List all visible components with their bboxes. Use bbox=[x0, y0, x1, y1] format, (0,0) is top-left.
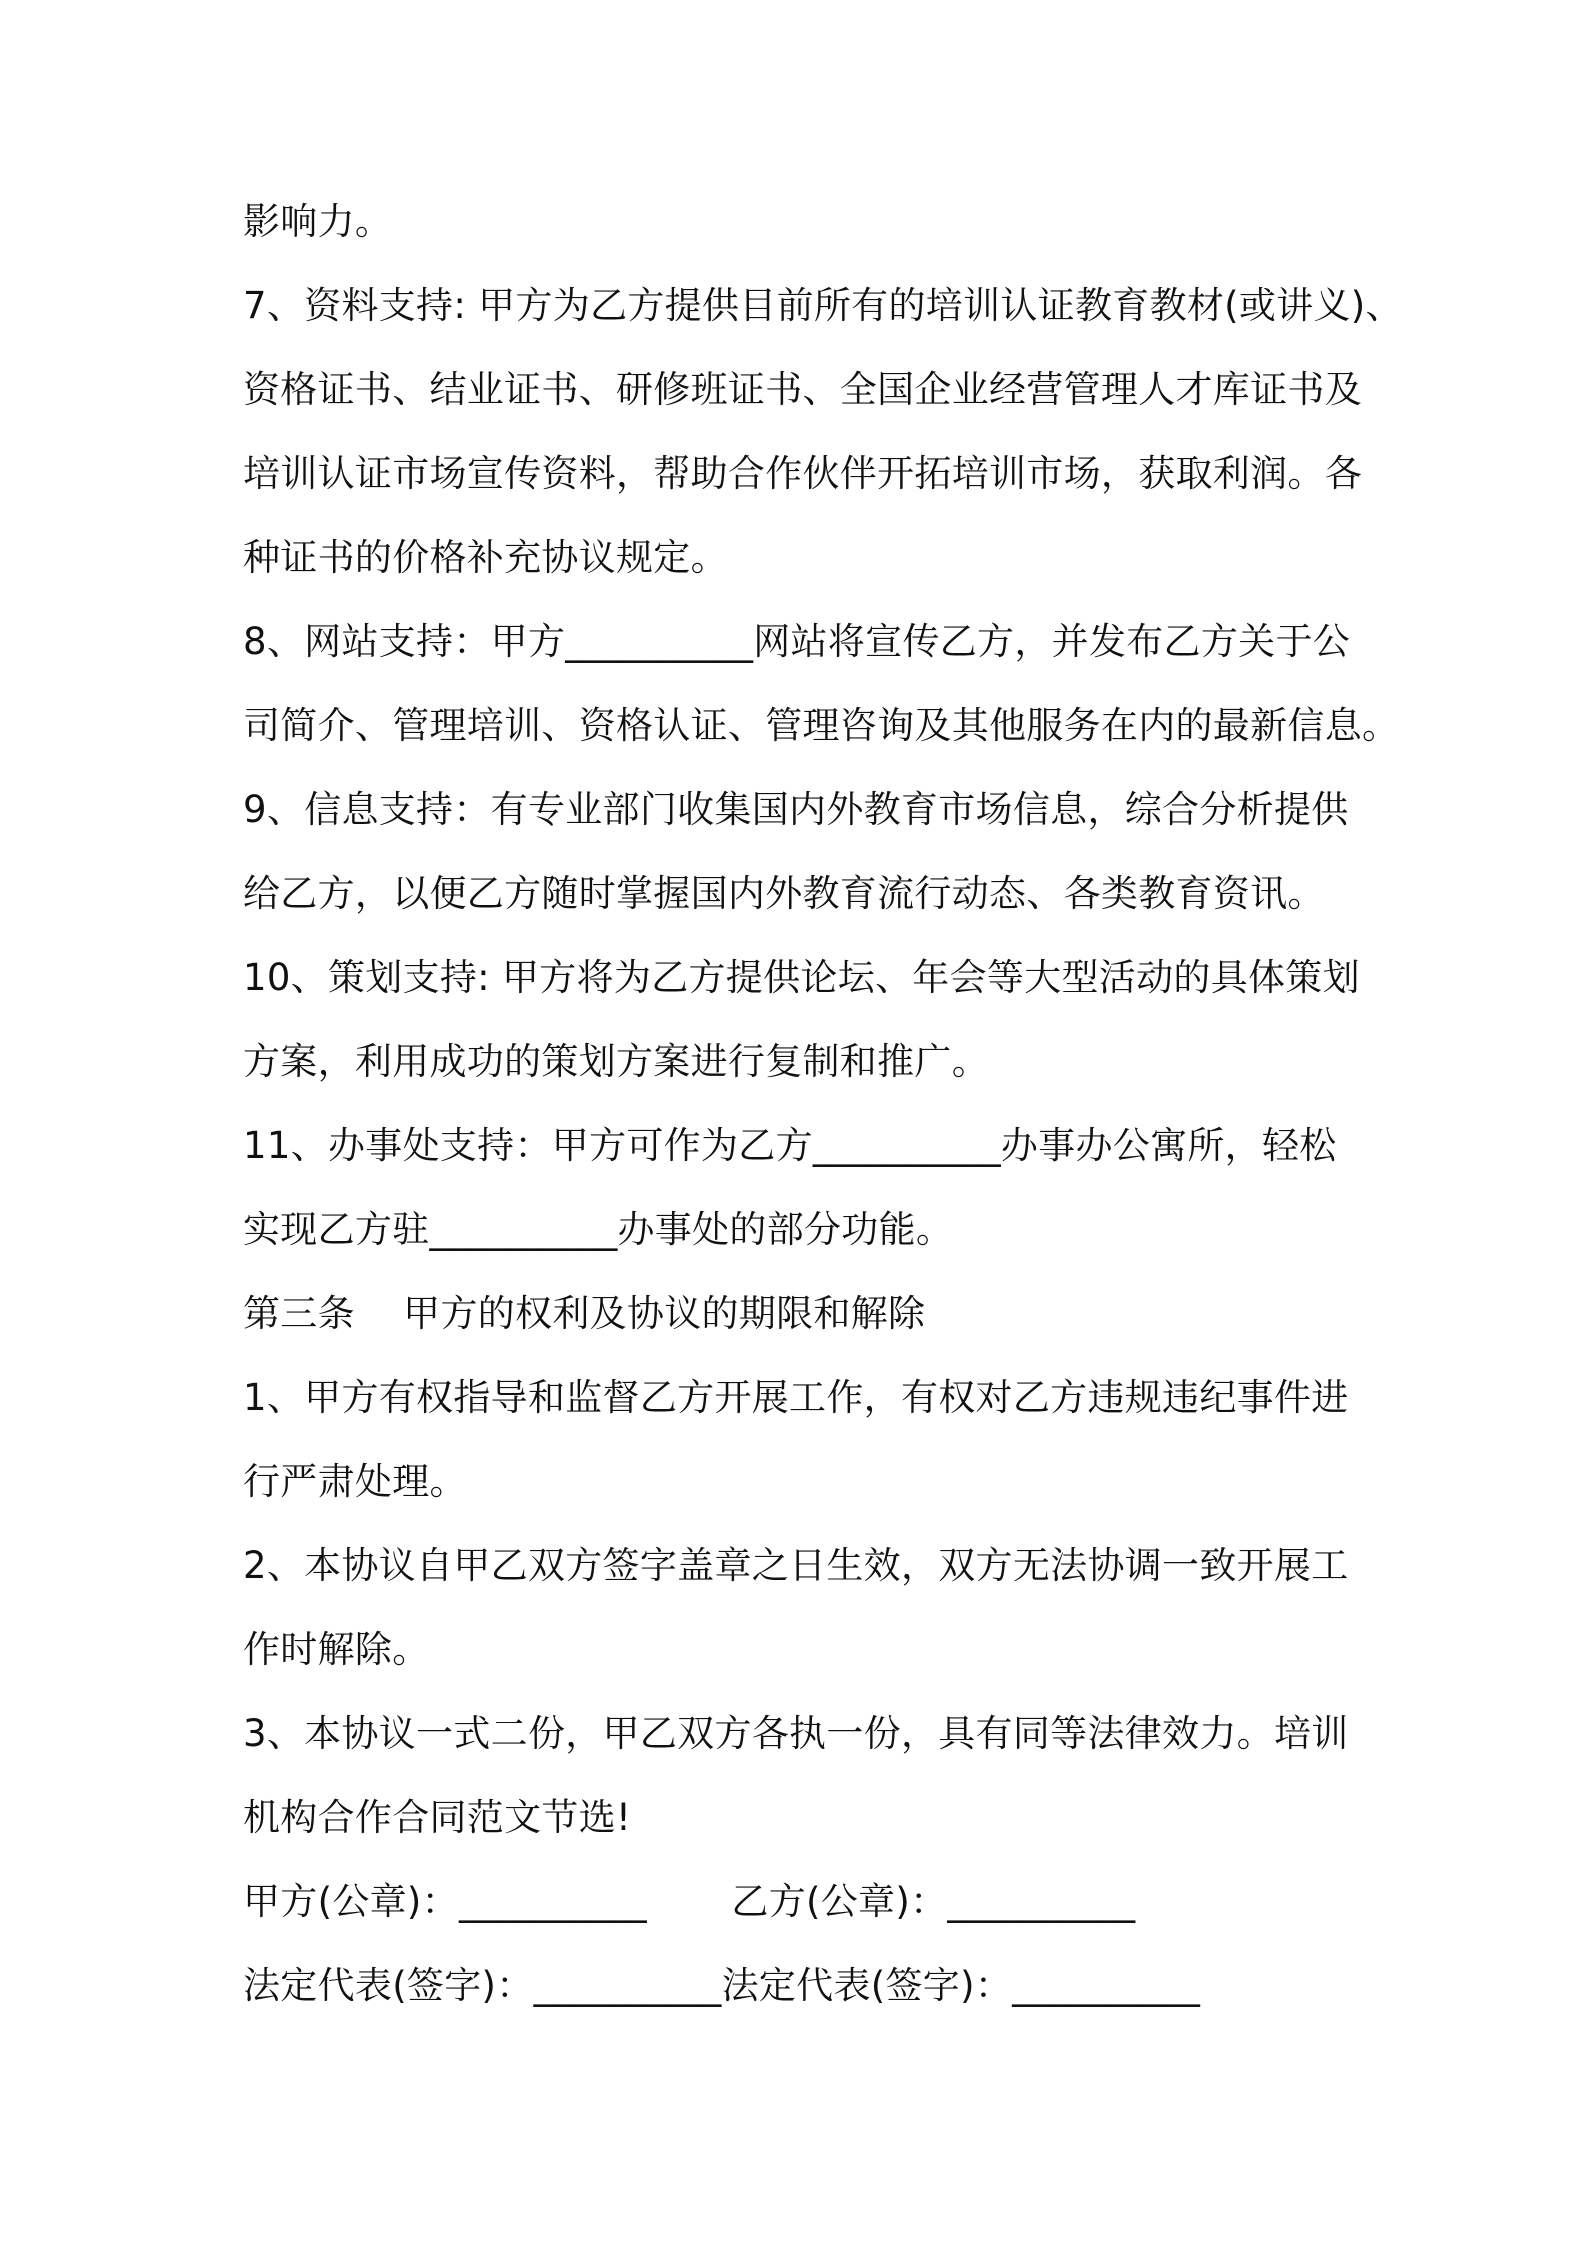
text-line: 资格证书、结业证书、研修班证书、全国企业经营管理人才库证书及 bbox=[243, 368, 1362, 411]
text-line: 10、策划支持: 甲方将为乙方提供论坛、年会等大型活动的具体策划 bbox=[243, 956, 1360, 999]
text-line: 3、本协议一式二份，甲乙双方各执一份，具有同等法律效力。培训 bbox=[243, 1712, 1349, 1755]
text-line: 7、资料支持: 甲方为乙方提供目前所有的培训认证教育教材(或讲义)、 bbox=[243, 284, 1403, 327]
text-line: 机构合作合同范文节选! bbox=[243, 1796, 632, 1839]
text-line: 司简介、管理培训、资格认证、管理咨询及其他服务在内的最新信息。 bbox=[243, 704, 1400, 747]
text-line: 8、网站支持：甲方__________网站将宣传乙方，并发布乙方关于公 bbox=[243, 620, 1351, 663]
text-line: 实现乙方驻__________办事处的部分功能。 bbox=[243, 1208, 954, 1251]
seal-line: 甲方(公章)：__________ 乙方(公章)：__________ bbox=[243, 1880, 1136, 1923]
text-line: 培训认证市场宣传资料，帮助合作伙伴开拓培训市场，获取利润。各 bbox=[243, 452, 1362, 495]
section-heading: 第三条 甲方的权利及协议的期限和解除 bbox=[243, 1292, 926, 1335]
text-line: 行严肃处理。 bbox=[243, 1460, 467, 1503]
text-line: 2、本协议自甲乙双方签字盖章之日生效，双方无法协调一致开展工 bbox=[243, 1544, 1349, 1587]
signature-line: 法定代表(签字)：__________法定代表(签字)：__________ bbox=[243, 1964, 1201, 2007]
text-line: 影响力。 bbox=[243, 200, 393, 243]
text-line: 作时解除。 bbox=[243, 1628, 430, 1671]
text-line: 11、办事处支持：甲方可作为乙方__________办事办公寓所，轻松 bbox=[243, 1124, 1337, 1167]
text-line: 种证书的价格补充协议规定。 bbox=[243, 536, 728, 579]
text-line: 9、信息支持：有专业部门收集国内外教育市场信息，综合分析提供 bbox=[243, 788, 1349, 831]
text-line: 给乙方，以便乙方随时掌握国内外教育流行动态、各类教育资讯。 bbox=[243, 872, 1325, 915]
text-line: 1、甲方有权指导和监督乙方开展工作，有权对乙方违规违纪事件进 bbox=[243, 1376, 1349, 1419]
text-line: 方案，利用成功的策划方案进行复制和推广。 bbox=[243, 1040, 989, 1083]
